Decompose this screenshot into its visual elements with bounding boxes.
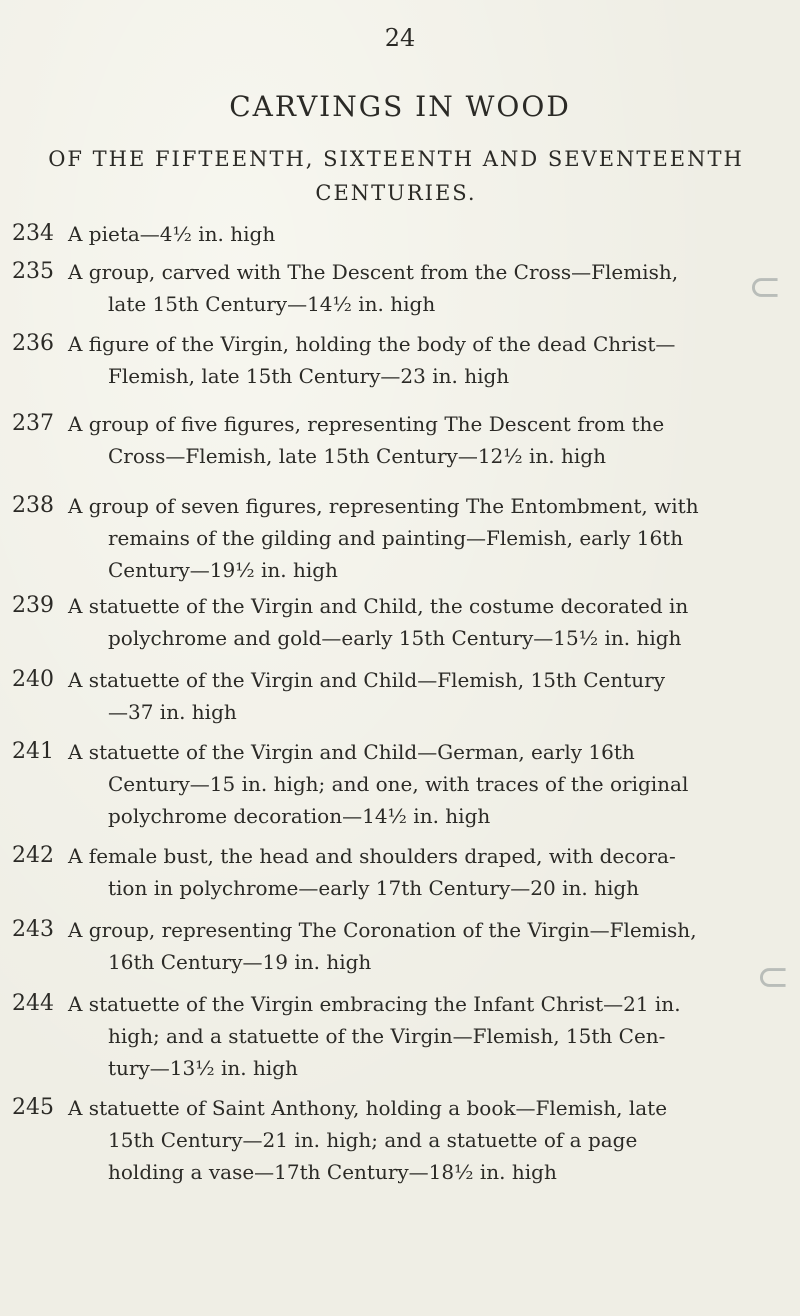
lot-line: A female bust, the head and shoulders draped, with decora-: [68, 844, 676, 868]
lot-line: Cross—Flemish, late 15th Century—12½ in. high: [108, 444, 606, 468]
lot-line: A statuette of the Virgin and Child, the costume decorated in: [68, 594, 689, 618]
page-title: CARVINGS IN WOOD: [229, 90, 571, 123]
lot-number: 245: [12, 1095, 54, 1120]
lot-number: 241: [12, 739, 54, 764]
lot-number: 239: [12, 593, 54, 618]
lot-description: [68, 1092, 728, 1188]
lot-line: tury—13½ in. high: [108, 1056, 298, 1080]
lot-line: A statuette of the Virgin and Child—German, early 16th: [68, 740, 635, 764]
lot-line: remains of the gilding and painting—Flemish, early 16th: [108, 526, 684, 550]
lot-line: A figure of the Virgin, holding the body of the dead Christ—: [68, 332, 676, 356]
lot-description: [68, 218, 728, 250]
lot-line: high; and a statuette of the Virgin—Flemish, 15th Cen-: [108, 1024, 666, 1048]
lot-line: 16th Century—19 in. high: [108, 950, 372, 974]
lot-line: holding a vase—17th Century—18½ in. high: [108, 1160, 557, 1184]
lot-description: [68, 736, 728, 832]
lot-line: —37 in. high: [108, 700, 237, 724]
lot-number: 235: [12, 259, 54, 284]
page-number: 24: [384, 24, 416, 52]
lot-description: [68, 840, 728, 904]
lot-line: Century—15 in. high; and one, with traces of the original: [108, 772, 689, 796]
lot-number: 240: [12, 667, 54, 692]
lot-description: [68, 664, 728, 728]
lot-line: polychrome decoration—14½ in. high: [108, 804, 491, 828]
lot-line: polychrome and gold—early 15th Century—15½ in. high: [108, 626, 682, 650]
lot-number: 238: [12, 493, 54, 518]
lot-line: tion in polychrome—early 17th Century—20 in. high: [108, 876, 640, 900]
lot-line: A group of five figures, representing The Descent from the: [68, 412, 665, 436]
binding-clip-icon: ⊂: [756, 954, 790, 1000]
lot-line: 15th Century—21 in. high; and a statuette of a page: [108, 1128, 638, 1152]
lot-number: 243: [12, 917, 54, 942]
lot-number: 234: [12, 221, 54, 246]
lot-description: [68, 590, 728, 654]
lot-line: A group of seven figures, representing The Entombment, with: [68, 494, 699, 518]
lot-description: [68, 988, 728, 1084]
lot-description: [68, 490, 728, 586]
lot-line: A pieta—4½ in. high: [68, 222, 276, 246]
lot-line: Century—19½ in. high: [108, 558, 338, 582]
lot-description: [68, 914, 728, 978]
lot-description: [68, 256, 728, 320]
lot-line: A statuette of the Virgin embracing the Infant Christ—21 in.: [68, 992, 681, 1016]
lot-description: [68, 328, 728, 392]
binding-clip-icon: ⊂: [748, 264, 782, 310]
lot-number: 237: [12, 411, 54, 436]
lot-line: Flemish, late 15th Century—23 in. high: [108, 364, 510, 388]
lot-number: 242: [12, 843, 54, 868]
lot-number: 244: [12, 991, 54, 1016]
lot-number: 236: [12, 331, 54, 356]
lot-line: A group, representing The Coronation of the Virgin—Flemish,: [68, 918, 697, 942]
lot-line: A statuette of the Virgin and Child—Flemish, 15th Century: [68, 668, 666, 692]
lot-line: A statuette of Saint Anthony, holding a book—Flemish, late: [68, 1096, 668, 1120]
page-subtitle: OF THE FIFTEENTH, SIXTEENTH AND SEVENTEENTH CENTURIES.: [48, 147, 744, 205]
lot-line: A group, carved with The Descent from the Cross—Flemish,: [68, 260, 679, 284]
lot-line: late 15th Century—14½ in. high: [108, 292, 436, 316]
lot-description: [68, 408, 728, 472]
